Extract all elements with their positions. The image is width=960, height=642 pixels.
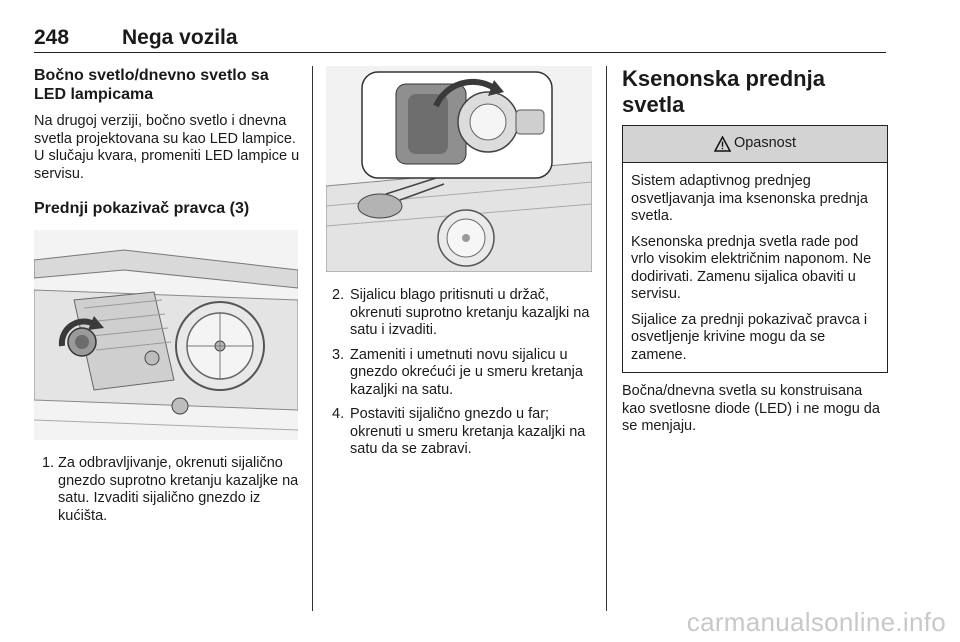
section-heading-xenon: Ksenonska prednja svetla	[622, 66, 825, 117]
step-number: 3.	[332, 346, 345, 363]
step-number: 2.	[332, 287, 345, 303]
step-text: Postaviti sijalično gnezdo u far; okrenuti u smeru kretanja kazaljki na satu da se zabravi.	[350, 406, 586, 457]
warning-triangle-icon	[714, 136, 731, 152]
step-number: 1.	[42, 455, 55, 471]
column-2	[326, 66, 596, 466]
column-3	[622, 66, 888, 436]
page-header	[34, 26, 886, 53]
warning-paragraph: Ksenonska prednja svetla rade pod vrlo visokim električnim naponom. Ne dodirivati. Zamenu sijalica obaviti u servisu.	[631, 233, 872, 302]
page-number: 248	[34, 26, 70, 49]
list-item	[326, 347, 596, 400]
step-text: Sijalicu blago pritisnuti u držač, okrenuti suprotno kretanju kazaljki na satu i izvaditi.	[350, 287, 590, 338]
step-text: Za odbravljivanje, okrenuti sijalično gnezdo suprotno kretanju kazaljke na satu. Izvaditi sijalično gnezdo iz kućišta.	[58, 455, 299, 524]
steps-list-2	[326, 287, 596, 459]
column-divider	[606, 66, 607, 611]
led-intro-text: Na drugoj verziji, bočno svetlo i dnevna svetla projektovana su kao LED lampice. U slučaju kvara, promeniti LED lampice u servisu.	[34, 113, 300, 182]
subsection-heading-indicator: Prednji pokazivač pravca (3)	[34, 200, 250, 217]
headlamp-illustration-1	[34, 230, 298, 440]
list-item	[326, 287, 596, 340]
page-title: Nega vozila	[122, 26, 238, 49]
step-number: 4.	[332, 406, 345, 422]
section-heading-led: Bočno svetlo/dnevno svetlo sa LED lampicama	[34, 67, 269, 103]
list-item	[34, 455, 300, 525]
led-note-text: Bočna/dnevna svetla su konstruisana kao svetlosne diode (LED) i ne mogu da se menjaju.	[622, 383, 880, 434]
warning-title: Opasnost	[733, 135, 797, 152]
warning-box	[622, 125, 888, 373]
watermark: carmanualsonline.info	[686, 607, 946, 637]
steps-list-1	[34, 455, 300, 525]
warning-paragraph: Sistem adaptivnog prednjeg osvetljavanja ima ksenonska prednja svetla.	[631, 173, 868, 224]
list-item	[326, 406, 596, 459]
column-divider	[312, 66, 313, 611]
warning-paragraph: Sijalice za prednji pokazivač pravca i osvetljenje krivine mogu da se zamene.	[631, 311, 868, 363]
warning-header	[623, 126, 887, 163]
headlamp-illustration-2	[326, 66, 592, 272]
column-1	[34, 66, 300, 532]
warning-body	[623, 163, 887, 372]
step-text: Zameniti i umetnuti novu sijalicu u gnezdo okrećući je u smeru kretanja kazaljki na satu.	[350, 346, 583, 398]
bulb-socket-drawing	[326, 66, 592, 272]
headlamp-rear-drawing	[34, 230, 298, 440]
